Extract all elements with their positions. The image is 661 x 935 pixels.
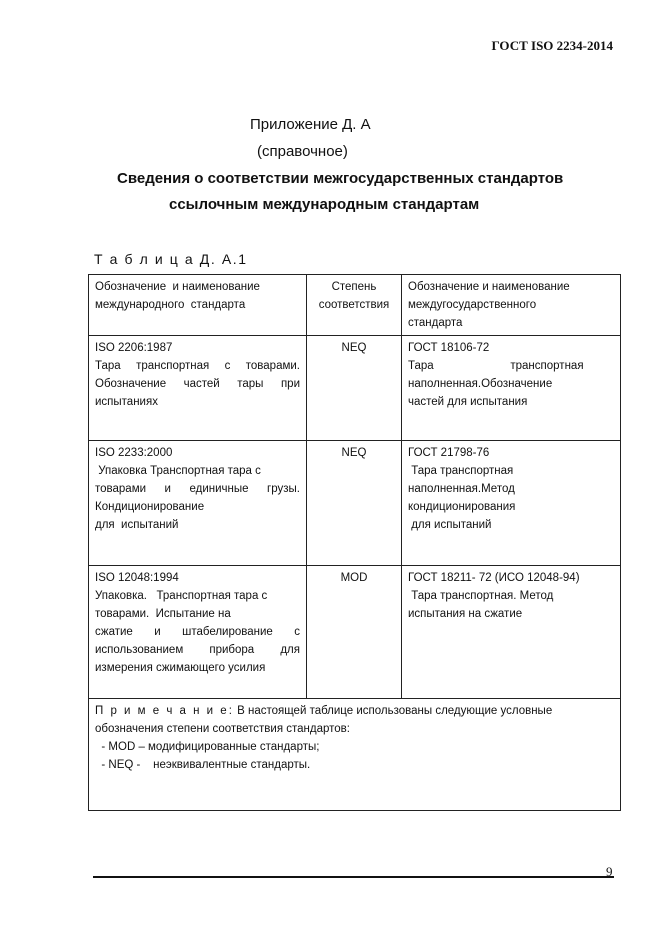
note-item-mod: - MOD – модифицированные стандарты; [95, 741, 320, 753]
note-item-neq: - NEQ - неэквивалентные стандарты. [95, 759, 311, 771]
cell-line: товарами и единичные грузы. [95, 483, 300, 495]
international-standard-code: ISO 2206:1987 [95, 342, 173, 354]
degree-value: NEQ [341, 447, 367, 459]
interstate-standard-cell [402, 441, 621, 566]
cell-line: Тара транспортная с товарами. [95, 360, 300, 372]
international-standard-cell [89, 441, 307, 566]
note-line: обозначения степени соответствия стандартов: [95, 723, 350, 735]
degree-cell [307, 441, 402, 566]
interstate-standard-cell [402, 566, 621, 699]
degree-value: MOD [340, 572, 368, 584]
degree-value: NEQ [341, 342, 367, 354]
header-cell-line: стандарта [408, 317, 463, 329]
cell-line: наполненная.Обозначение [408, 378, 553, 390]
table-note-row [89, 699, 621, 811]
footer-rule [93, 876, 614, 878]
cell-line: использованием прибора для [95, 644, 300, 656]
degree-cell [307, 336, 402, 441]
header-cell-line: международного стандарта [95, 299, 246, 311]
cell-line: наполненная.Метод [408, 483, 515, 495]
degree-cell [307, 566, 402, 699]
cell-line: Тара транспортная [408, 360, 584, 372]
header-cell-line: междугосударственного [408, 299, 537, 311]
table-row [89, 566, 621, 699]
header-cell-line: Степень [331, 281, 377, 293]
cell-line: Тара транспортная. Метод [408, 590, 554, 602]
cell-line: испытаниях [95, 396, 158, 408]
cell-line: сжатие и штабелирование с [95, 626, 300, 638]
cell-line: кондиционирования [408, 501, 516, 513]
cell-line: Обозначение частей тары при [95, 378, 300, 390]
cell-line: Кондиционирование [95, 501, 205, 513]
international-standard-cell [89, 566, 307, 699]
cell-line: Тара транспортная [408, 465, 514, 477]
cell-line: измерения сжимающего усилия [95, 662, 266, 674]
header-cell-line: Обозначение и наименование [408, 281, 570, 293]
interstate-standard-code: ГОСТ 21798-76 [408, 447, 490, 459]
table-header-row [89, 275, 621, 336]
note-lead: П р и м е ч а н и е: [95, 705, 234, 717]
table-row [89, 441, 621, 566]
annex-title: Приложение Д. А [250, 116, 371, 133]
cell-line: частей для испытания [408, 396, 528, 408]
note-text: В настоящей таблице использованы следующие условные [233, 705, 553, 717]
cell-line: испытания на сжатие [408, 608, 523, 620]
table-note [89, 699, 621, 811]
table-row [89, 336, 621, 441]
standards-table [88, 274, 621, 811]
header-international-standard [89, 275, 307, 336]
document-code: ГОСТ ISO 2234-2014 [491, 38, 613, 53]
annex-heading-line-2: ссылочным международным стандартам [169, 196, 480, 213]
table-caption: Т а б л и ц а Д. А.1 [94, 251, 248, 267]
cell-line: товарами. Испытание на [95, 608, 231, 620]
international-standard-code: ISO 2233:2000 [95, 447, 173, 459]
header-degree [307, 275, 402, 336]
note-first-line [95, 702, 614, 720]
header-cell-line: Обозначение и наименование [95, 281, 260, 293]
interstate-standard-cell [402, 336, 621, 441]
cell-line: Упаковка. Транспортная тара с [95, 590, 268, 602]
annex-heading-line-1: Сведения о соответствии межгосударственных стандартов [117, 170, 564, 187]
header-interstate-standard [402, 275, 621, 336]
interstate-standard-code: ГОСТ 18211- 72 (ИСО 12048-94) [408, 572, 580, 584]
cell-line: для испытаний [408, 519, 492, 531]
cell-line: для испытаний [95, 519, 179, 531]
page-number: 9 [606, 864, 613, 879]
cell-line: Упаковка Транспортная тара с [95, 465, 261, 477]
header-cell-line: соответствия [318, 299, 390, 311]
international-standard-code: ISO 12048:1994 [95, 572, 179, 584]
annex-subtitle: (справочное) [257, 143, 348, 160]
international-standard-cell [89, 336, 307, 441]
interstate-standard-code: ГОСТ 18106-72 [408, 342, 490, 354]
